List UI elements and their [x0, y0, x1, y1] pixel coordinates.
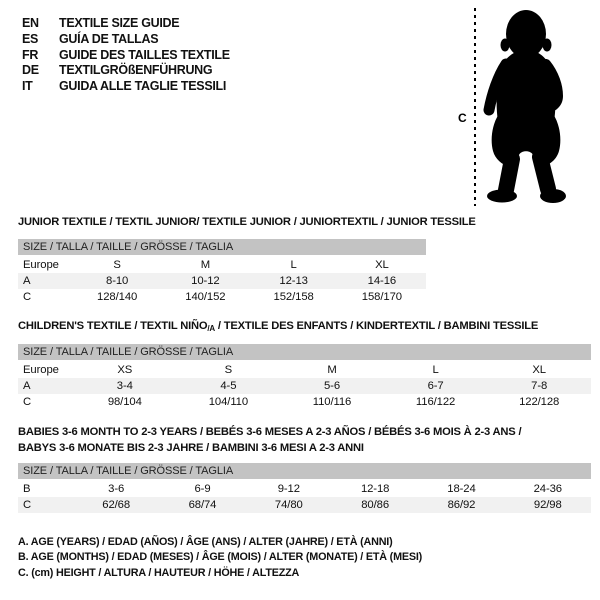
- table-cell: S: [113, 259, 121, 271]
- height-label: C: [458, 111, 467, 125]
- table-cell: 74/80: [274, 499, 303, 511]
- legend-notes: [18, 535, 422, 581]
- table-row: [18, 362, 591, 378]
- babies-size-table: [18, 463, 591, 513]
- children-size-table: [18, 344, 591, 410]
- table-row: [18, 481, 591, 497]
- table-row: [18, 257, 426, 273]
- table-cell: 104/110: [208, 396, 249, 408]
- children-title-main: CHILDREN'S TEXTILE / TEXTIL NIÑO: [18, 320, 208, 332]
- table-cell: XL: [532, 364, 546, 376]
- language-row: [22, 79, 230, 95]
- table-cell: 80/86: [361, 499, 390, 511]
- table-cell: 86/92: [447, 499, 476, 511]
- table-cell: 5-6: [323, 380, 340, 392]
- table-cell: 3-4: [116, 380, 133, 392]
- children-title-subscript: /A: [207, 324, 215, 333]
- table-cell: 12-13: [279, 275, 308, 287]
- language-row: [22, 48, 230, 64]
- language-title: GUÍA DE TALLAS: [59, 31, 159, 46]
- table-cell: 6-9: [194, 483, 211, 495]
- row-label: A: [23, 380, 31, 392]
- row-label: C: [23, 396, 32, 408]
- table-cell: 98/104: [107, 396, 142, 408]
- table-cell: 62/68: [102, 499, 131, 511]
- table-cell: 140/152: [185, 291, 226, 303]
- table-cell: L: [290, 259, 297, 271]
- row-label: A: [23, 275, 31, 287]
- note-age-years: A. AGE (YEARS) / EDAD (AÑOS) / ÂGE (ANS) / ALTER (JAHRE) / ETÀ (ANNI): [18, 536, 393, 548]
- table-cell: 152/158: [273, 291, 314, 303]
- language-row: [22, 16, 230, 32]
- size-header-bar: SIZE / TALLA / TAILLE / GRÖSSE / TAGLIA: [18, 239, 426, 255]
- table-cell: 18-24: [447, 483, 476, 495]
- language-title-list: [22, 16, 230, 95]
- table-cell: 128/140: [97, 291, 138, 303]
- table-cell: 3-6: [108, 483, 125, 495]
- language-title: GUIDE DES TAILLES TEXTILE: [59, 47, 230, 62]
- language-row: [22, 32, 230, 48]
- table-row: [18, 497, 591, 513]
- table-cell: 6-7: [427, 380, 444, 392]
- language-title: TEXTILE SIZE GUIDE: [59, 16, 180, 30]
- language-title: GUIDA ALLE TAGLIE TESSILI: [59, 79, 227, 94]
- table-cell: 24-36: [533, 483, 562, 495]
- row-label: C: [23, 499, 32, 511]
- table-cell: 68/74: [188, 499, 217, 511]
- row-label: Europe: [23, 259, 59, 271]
- toddler-figure: [452, 4, 584, 212]
- table-row: [18, 273, 426, 289]
- table-cell: 122/128: [519, 396, 560, 408]
- table-cell: 14-16: [367, 275, 397, 287]
- children-title-rest: / TEXTILE DES ENFANTS / KINDERTEXTIL / BAMBINI TESSILE: [214, 320, 539, 332]
- language-row: [22, 63, 230, 79]
- table-cell: M: [200, 259, 211, 271]
- table-cell: 8-10: [106, 275, 129, 287]
- table-cell: 9-12: [277, 483, 300, 495]
- junior-size-table: [18, 239, 426, 305]
- table-row: [18, 289, 426, 305]
- table-cell: 110/116: [312, 396, 352, 408]
- table-cell: 4-5: [220, 380, 237, 392]
- note-age-months: B. AGE (MONTHS) / EDAD (MESES) / ÂGE (MOIS) / ALTER (MONATE) / ETÀ (MESI): [18, 551, 423, 564]
- language-code: IT: [22, 79, 33, 94]
- row-label: C: [23, 291, 32, 303]
- table-cell: XL: [375, 259, 389, 271]
- table-row: [18, 378, 591, 394]
- table-cell: M: [327, 364, 337, 376]
- table-cell: 10-12: [191, 275, 220, 287]
- table-cell: S: [224, 364, 233, 376]
- language-code: DE: [22, 63, 39, 78]
- babies-title-line2: BABYS 3-6 MONATE BIS 2-3 JAHRE / BAMBINI 3-6 MESI A 2-3 ANNI: [18, 441, 364, 454]
- language-code: ES: [22, 31, 39, 46]
- language-title: TEXTILGRÖßENFÜHRUNG: [59, 63, 213, 78]
- table-cell: L: [432, 364, 439, 376]
- row-label: B: [23, 483, 31, 495]
- size-header-bar: SIZE / TALLA / TAILLE / GRÖSSE / TAGLIA: [18, 344, 591, 360]
- children-section-title: [18, 320, 538, 333]
- language-code: FR: [22, 47, 39, 62]
- note-height-cm: C. (cm) HEIGHT / ALTURA / HAUTEUR / HÖHE / ALTEZZA: [18, 566, 300, 579]
- babies-title-line1: BABIES 3-6 MONTH TO 2-3 YEARS / BEBÉS 3-6 MESES A 2-3 AÑOS / BÉBÉS 3-6 MOIS À 2-3 ANS /: [18, 426, 522, 438]
- table-cell: 7-8: [531, 380, 548, 392]
- table-cell: 12-18: [360, 483, 390, 495]
- junior-section-title: JUNIOR TEXTILE / TEXTIL JUNIOR/ TEXTILE JUNIOR / JUNIORTEXTIL / JUNIOR TESSILE: [18, 216, 476, 228]
- toddler-silhouette: [487, 10, 566, 203]
- row-label: Europe: [23, 364, 59, 376]
- table-cell: 92/98: [533, 499, 562, 511]
- table-cell: XS: [117, 364, 133, 376]
- table-row: [18, 394, 591, 410]
- size-header-bar: SIZE / TALLA / TAILLE / GRÖSSE / TAGLIA: [18, 463, 591, 479]
- language-code: EN: [22, 16, 39, 30]
- babies-section-title: [18, 425, 583, 456]
- table-cell: 158/170: [361, 291, 402, 303]
- table-cell: 116/122: [415, 396, 456, 408]
